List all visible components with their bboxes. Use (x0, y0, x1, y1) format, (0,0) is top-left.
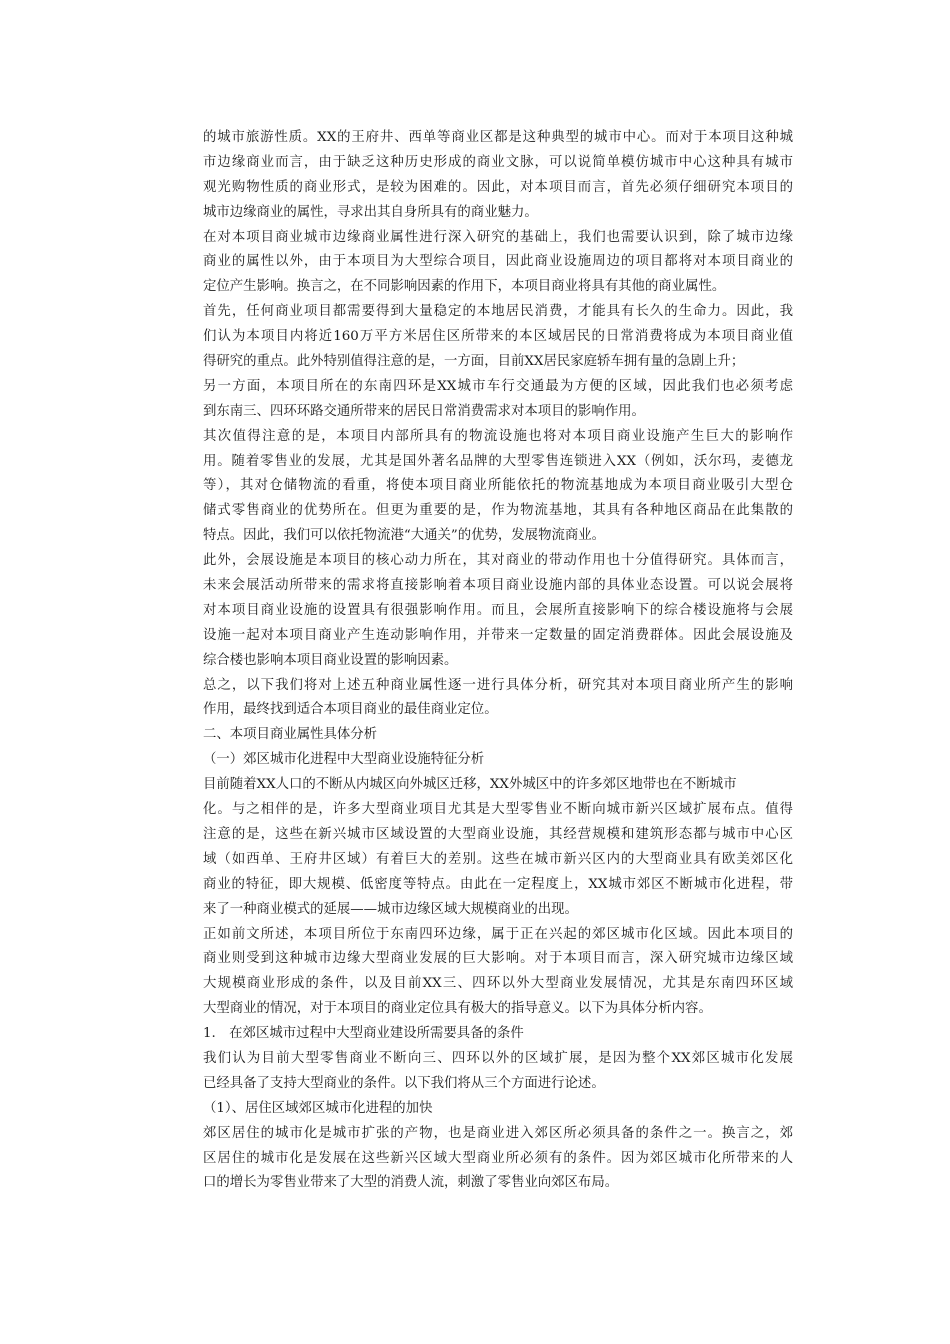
text-line: 总之，以下我们将对上述五种商业属性逐一进行具体分析，研究其对本项目商业所产生的影响 (203, 677, 793, 693)
text-line: 化。与之相伴的是，许多大型商业项目尤其是大型零售业不断向城市新兴区域扩展布点。值得 (203, 802, 793, 818)
text-line: 二、本项目商业属性具体分析 (203, 727, 378, 743)
text-line: 城市边缘商业的属性，寻求出其自身所具有的商业魅力。 (203, 204, 538, 220)
text-line: 未来会展活动所带来的需求将直接影响着本项目商业设施内部的具体业态设置。可以说会展将 (203, 578, 793, 594)
text-line: 区居住的城市化是发展在这些新兴区域大型商业所必须有的条件。因为郊区城市化所带来的人 (203, 1150, 793, 1166)
text-line: 已经具备了支持大型商业的条件。以下我们将从三个方面进行论述。 (203, 1075, 605, 1091)
text-line: 综合楼也影响本项目商业设置的影响因素。 (203, 652, 458, 668)
text-line: （1）、居住区域郊区城市化进程的加快 (203, 1100, 433, 1116)
text-line: 得研究的重点。此外特别值得注意的是，一方面，目前XX居民家庭轿车拥有量的急剧上升； (203, 354, 745, 370)
text-line: 们认为本项目内将近160万平方米居住区所带来的本区域居民的日常消费将成为本项目商业值 (203, 329, 793, 345)
text-line: 大规模商业形成的条件，以及目前XX三、四环以外大型商业发展情况，尤其是东南四环区域 (203, 976, 793, 992)
document-body (203, 126, 793, 1196)
text-line: 郊区居住的城市化是城市扩张的产物，也是商业进入郊区所必须具备的条件之一。换言之，郊 (203, 1125, 793, 1141)
text-line: 等），其对仓储物流的看重，将使本项目商业所能依托的物流基地成为本项目商业吸引大型仓 (203, 478, 793, 494)
text-line: 的城市旅游性质。XX的王府井、西单等商业区都是这种典型的城市中心。而对于本项目这种城 (203, 130, 793, 145)
text-line: 此外，会展设施是本项目的核心动力所在，其对商业的带动作用也十分值得研究。具体而言， (203, 553, 793, 569)
text-line: 目前随着XX人口的不断从内城区向外城区迁移，XX外城区中的许多郊区地带也在不断城市 (203, 777, 737, 793)
text-line: 储式零售商业的优势所在。但更为重要的是，作为物流基地，其具有各种地区商品在此集散的 (203, 503, 793, 519)
text-line: 商业的属性以外，由于本项目为大型综合项目，因此商业设施周边的项目都将对本项目商业的 (203, 254, 793, 270)
text-line: 观光购物性质的商业形式，是较为困难的。因此，对本项目而言，首先必须仔细研究本项目的 (203, 179, 793, 195)
text-line: 来了一种商业模式的延展——城市边缘区域大规模商业的出现。 (203, 901, 578, 917)
text-line: 另一方面，本项目所在的东南四环是XX城市车行交通最为方便的区域，因此我们也必须考虑 (203, 378, 793, 394)
text-line: 大型商业的情况，对于本项目的商业定位具有极大的指导意义。以下为具体分析内容。 (203, 1001, 712, 1017)
text-line: 1. 在郊区城市过程中大型商业建设所需要具备的条件 (203, 1026, 524, 1042)
text-line: 特点。因此，我们可以依托物流港“大通关”的优势，发展物流商业。 (203, 528, 606, 544)
text-line: 口的增长为零售业带来了大型的消费人流，刺激了零售业向郊区布局。 (203, 1175, 619, 1191)
text-line: 商业的特征，即大规模、低密度等特点。由此在一定程度上，XX城市郊区不断城市化进程，带 (203, 876, 793, 892)
text-line: 首先，任何商业项目都需要得到大量稳定的本地居民消费，才能具有长久的生命力。因此，我 (203, 304, 793, 320)
text-line: 注意的是，这些在新兴城市区域设置的大型商业设施，其经营规模和建筑形态都与城市中心区 (203, 826, 793, 842)
text-line: 其次值得注意的是，本项目内部所具有的物流设施也将对本项目商业设施产生巨大的影响作 (203, 428, 793, 444)
text-line: 我们认为目前大型零售商业不断向三、四环以外的区域扩展，是因为整个XX郊区城市化发展 (203, 1050, 793, 1066)
text-line: 市边缘商业而言，由于缺乏这种历史形成的商业文脉，可以说简单模仿城市中心这种具有城市 (203, 154, 793, 170)
text-line: 在对本项目商业城市边缘商业属性进行深入研究的基础上，我们也需要认识到，除了城市边缘 (203, 229, 793, 245)
text-line: 商业则受到这种城市边缘大型商业发展的巨大影响。对于本项目而言，深入研究城市边缘区域 (203, 951, 793, 967)
text-line: 正如前文所述，本项目所位于东南四环边缘，属于正在兴起的郊区城市化区域。因此本项目的 (203, 926, 793, 942)
text-line: 用。随着零售业的发展，尤其是国外著名品牌的大型零售连锁进入XX（例如，沃尔玛，麦德龙 (203, 453, 793, 469)
text-line: 到东南三、四环环路交通所带来的居民日常消费需求对本项目的影响作用。 (203, 403, 645, 419)
text-line: 对本项目商业设施的设置具有很强影响作用。而且，会展所直接影响下的综合楼设施将与会展 (203, 602, 793, 618)
text-line: 作用，最终找到适合本项目商业的最佳商业定位。 (203, 702, 498, 718)
text-line: （一）郊区城市化进程中大型商业设施特征分析 (203, 752, 485, 768)
text-line: 设施一起对本项目商业产生连动影响作用，并带来一定数量的固定消费群体。因此会展设施及 (203, 627, 793, 643)
text-line: 域（如西单、王府井区域）有着巨大的差别。这些在城市新兴区内的大型商业具有欧美郊区化 (203, 851, 793, 867)
text-line: 定位产生影响。换言之，在不同影响因素的作用下，本项目商业将具有其他的商业属性。 (203, 279, 726, 295)
